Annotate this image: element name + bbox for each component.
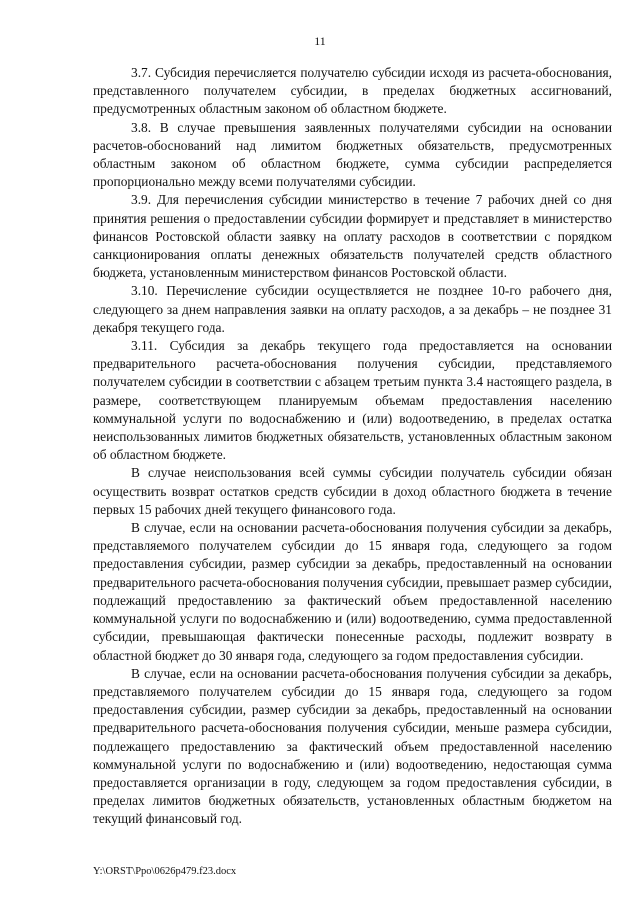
paragraph-3-7: 3.7. Субсидия перечисляется получателю субсидии исходя из расчета-обоснования, представленного получателем субсидии, в пределах бюджетных ассигнований, предусмотренных областным законом об областном бюджете. (93, 65, 612, 117)
page-number: 11 (314, 34, 326, 48)
paragraph-shortfall: В случае, если на основании расчета-обоснования получения субсидии за декабрь, представляемого получателем субсидии до 15 января года, следующего за годом предоставления субсидии, размер субсидии за декабрь, предоставленный на основании предварительного расчета-обоснования получения субсидии, меньше размера субсидии, подлежащего предоставлению за фактический объем предоставленной населению коммунальной услуги по водоснабжению и (или) водоотведению, недостающая сумма предоставляется организации в году, следующем за годом предоставления субсидии, в пределах лимитов бюджетных обязательств, установленных областным бюджетом на текущий финансовый год. (93, 665, 612, 827)
paragraph-3-11: 3.11. Субсидия за декабрь текущего года предоставляется на основании предварительного расчета-обоснования получения субсидии, представляемого получателем субсидии в соответствии с абзацем третьим пункта 3.4 настоящего раздела, в размере, соответствующем планируемым объемам предоставления населению коммунальной услуги по водоснабжению и (или) водоотведению, в пределах остатка неиспользованных лимитов бюджетных обязательств, установленных областным законом об областном бюджете. (93, 338, 612, 463)
paragraph-refund: В случае неиспользования всей суммы субсидии получатель субсидии обязан осуществить возврат остатков средств субсидии в доход областного бюджета в течение первых 15 рабочих дней текущего финансового года. (93, 465, 612, 517)
paragraph-3-9: 3.9. Для перечисления субсидии министерство в течение 7 рабочих дней со дня принятия решения о предоставлении субсидии формирует и представляет в министерство финансов Ростовской области заявку на оплату расходов в соответствии с порядком санкционирования оплаты денежных обязательств получателей средств областного бюджета, установленным министерством финансов Ростовской области. (93, 192, 612, 281)
paragraph-excess-return: В случае, если на основании расчета-обоснования получения субсидии за декабрь, представляемого получателем субсидии до 15 января года, следующего за годом предоставления субсидии, размер субсидии за декабрь, предоставленный на основании предварительного расчета-обоснования получения субсидии, превышает размер субсидии, подлежащий предоставлению за фактический объем предоставленной населению коммунальной услуги по водоснабжению и (или) водоотведению, сумма предоставленной субсидии, превышающая фактически понесенные расходы, подлежит возврату в областной бюджет до 30 января года, следующего за годом предоставления субсидии. (93, 520, 612, 663)
document-body (93, 64, 612, 829)
footer-file-path: Y:\ORST\Ppo\0626p479.f23.docx (93, 866, 237, 877)
paragraph-3-10: 3.10. Перечисление субсидии осуществляется не позднее 10-го рабочего дня, следующего за днем направления заявки на оплату расходов, а за декабрь – не позднее 31 декабря текущего года. (93, 283, 612, 335)
paragraph-3-8: 3.8. В случае превышения заявленных получателями субсидии на основании расчетов-обоснований над лимитом бюджетных обязательств, предусмотренных областным законом об областном бюджете, сумма субсидии распределяется пропорционально между всеми получателями субсидии. (93, 119, 612, 190)
